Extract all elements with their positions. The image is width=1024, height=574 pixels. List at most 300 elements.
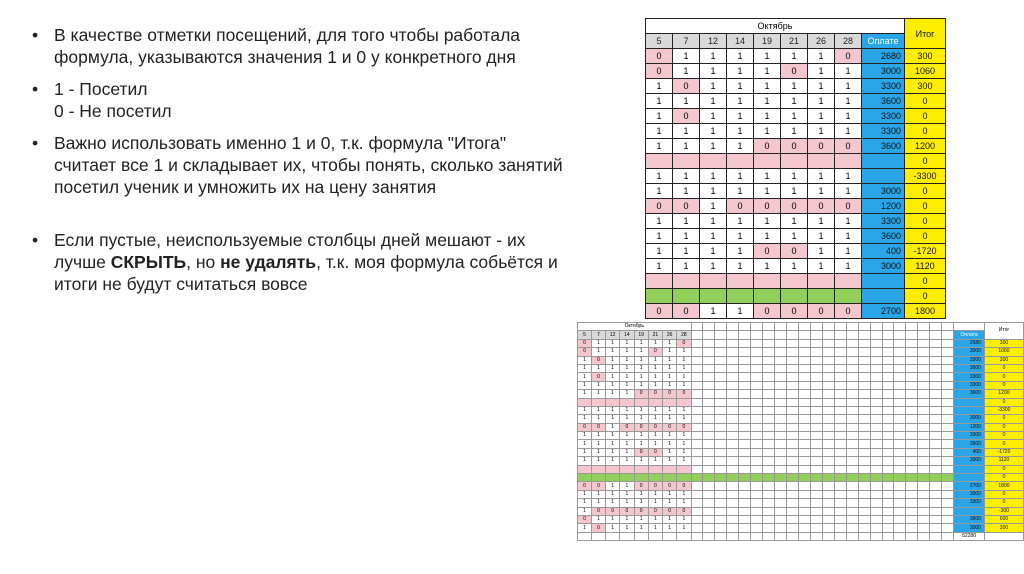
attendance-cell — [835, 289, 862, 304]
small-attendance-cell: 0 — [578, 339, 592, 347]
empty-cell — [763, 465, 775, 473]
empty-cell — [739, 432, 751, 440]
empty-cell — [906, 331, 918, 339]
small-attendance-cell: 1 — [592, 515, 606, 523]
empty-cell — [810, 398, 822, 406]
empty-cell — [787, 423, 799, 431]
empty-cell — [918, 331, 930, 339]
empty-cell — [727, 364, 739, 372]
empty-cell — [751, 356, 763, 364]
small-payment-cell: 3000 — [954, 524, 985, 532]
bullet-3 — [24, 132, 624, 198]
small-attendance-cell: 1 — [606, 339, 620, 347]
empty-cell — [858, 532, 870, 540]
empty-cell — [798, 507, 810, 515]
empty-cell — [882, 457, 894, 465]
small-attendance-cell: 1 — [578, 524, 592, 532]
empty-cell — [918, 448, 930, 456]
empty-cell — [810, 507, 822, 515]
empty-cell — [870, 440, 882, 448]
empty-cell — [870, 348, 882, 356]
payment-cell: 3000 — [862, 64, 905, 79]
small-attendance-cell: 1 — [592, 364, 606, 372]
empty-cell — [727, 381, 739, 389]
small-attendance-cell: 1 — [663, 415, 677, 423]
student-row — [646, 49, 946, 64]
empty-cell — [930, 381, 942, 389]
bullet-4-hide-word: СКРЫТЬ — [110, 252, 187, 272]
empty-cell — [906, 390, 918, 398]
empty-cell — [822, 390, 834, 398]
empty-cell — [620, 532, 634, 540]
empty-cell — [894, 532, 906, 540]
attendance-cell: 1 — [781, 124, 808, 139]
student-row — [646, 259, 946, 274]
empty-cell — [846, 323, 858, 331]
small-attendance-cell: 1 — [677, 490, 691, 498]
empty-cell — [870, 507, 882, 515]
empty-cell — [787, 381, 799, 389]
empty-cell — [882, 381, 894, 389]
empty-cell — [930, 390, 942, 398]
small-attendance-cell: 0 — [578, 482, 592, 490]
attendance-cell: 1 — [673, 64, 700, 79]
empty-cell — [763, 457, 775, 465]
empty-cell — [798, 348, 810, 356]
empty-cell — [787, 339, 799, 347]
empty-cell — [775, 524, 787, 532]
empty-cell — [751, 474, 763, 482]
empty-cell — [906, 474, 918, 482]
empty-cell — [834, 440, 846, 448]
empty-cell — [942, 457, 954, 465]
empty-cell — [882, 406, 894, 414]
empty-cell — [846, 381, 858, 389]
small-student-row — [578, 423, 1024, 431]
small-total-cell: 0 — [984, 432, 1023, 440]
empty-cell — [763, 490, 775, 498]
small-attendance-cell: 1 — [663, 457, 677, 465]
small-attendance-cell: 1 — [606, 457, 620, 465]
empty-cell — [739, 457, 751, 465]
empty-cell — [858, 323, 870, 331]
empty-cell — [798, 323, 810, 331]
attendance-cell: 1 — [754, 109, 781, 124]
empty-cell — [870, 415, 882, 423]
empty-cell — [739, 323, 751, 331]
empty-cell — [691, 390, 703, 398]
empty-cell — [906, 448, 918, 456]
empty-cell — [858, 406, 870, 414]
attendance-cell: 1 — [727, 109, 754, 124]
small-attendance-cell: 1 — [677, 406, 691, 414]
empty-cell — [918, 507, 930, 515]
empty-cell — [787, 499, 799, 507]
small-attendance-cell: 1 — [578, 490, 592, 498]
small-attendance-cell: 1 — [578, 415, 592, 423]
empty-cell — [810, 339, 822, 347]
small-attendance-cell: 1 — [606, 348, 620, 356]
small-attendance-cell: 1 — [648, 440, 662, 448]
empty-cell — [858, 356, 870, 364]
day-header: 26 — [808, 34, 835, 49]
total-cell: -3300 — [905, 169, 946, 184]
empty-cell — [775, 515, 787, 523]
small-day-header: 28 — [677, 331, 691, 339]
empty-cell — [942, 373, 954, 381]
empty-cell — [775, 482, 787, 490]
empty-cell — [822, 474, 834, 482]
empty-cell — [775, 415, 787, 423]
attendance-cell: 0 — [835, 49, 862, 64]
empty-cell — [918, 323, 930, 331]
empty-cell — [775, 390, 787, 398]
empty-cell — [691, 474, 703, 482]
empty-cell — [930, 490, 942, 498]
small-total-header: Итог — [984, 323, 1023, 340]
empty-cell — [894, 524, 906, 532]
empty-cell — [727, 348, 739, 356]
small-attendance-cell: 1 — [648, 415, 662, 423]
small-attendance-cell: 0 — [620, 507, 634, 515]
attendance-cell: 1 — [835, 109, 862, 124]
empty-cell — [894, 356, 906, 364]
small-attendance-cell: 1 — [663, 432, 677, 440]
attendance-cell: 1 — [835, 79, 862, 94]
empty-cell — [810, 532, 822, 540]
empty-cell — [834, 406, 846, 414]
empty-cell — [787, 524, 799, 532]
attendance-cell: 0 — [808, 304, 835, 319]
small-payment-cell: 3600 — [954, 364, 985, 372]
small-attendance-cell: 1 — [634, 381, 648, 389]
attendance-cell — [673, 154, 700, 169]
attendance-cell: 1 — [835, 244, 862, 259]
attendance-cell: 1 — [646, 79, 673, 94]
small-attendance-cell: 1 — [592, 381, 606, 389]
empty-cell — [846, 423, 858, 431]
empty-cell — [739, 465, 751, 473]
small-payment-cell: 3300 — [954, 381, 985, 389]
payment-cell: 1200 — [862, 199, 905, 214]
small-attendance-cell: 1 — [606, 356, 620, 364]
attendance-cell: 0 — [781, 304, 808, 319]
empty-cell — [870, 532, 882, 540]
attendance-cell: 1 — [646, 184, 673, 199]
small-attendance-cell: 0 — [592, 524, 606, 532]
small-attendance-cell — [663, 474, 677, 482]
empty-cell — [942, 406, 954, 414]
attendance-cell: 1 — [673, 139, 700, 154]
attendance-cell: 1 — [781, 94, 808, 109]
empty-cell — [703, 381, 715, 389]
attendance-cell — [673, 289, 700, 304]
empty-cell — [715, 415, 727, 423]
empty-cell — [918, 381, 930, 389]
empty-cell — [918, 524, 930, 532]
small-attendance-cell: 1 — [578, 499, 592, 507]
empty-cell — [930, 465, 942, 473]
empty-cell — [942, 339, 954, 347]
empty-cell — [763, 323, 775, 331]
attendance-cell: 1 — [781, 79, 808, 94]
small-payment-cell — [954, 507, 985, 515]
empty-cell — [787, 323, 799, 331]
empty-cell — [715, 323, 727, 331]
empty-cell — [846, 415, 858, 423]
empty-cell — [834, 348, 846, 356]
empty-cell — [727, 398, 739, 406]
empty-cell — [691, 490, 703, 498]
empty-cell — [930, 339, 942, 347]
empty-cell — [930, 474, 942, 482]
empty-cell — [751, 482, 763, 490]
small-attendance-cell: 1 — [606, 448, 620, 456]
empty-cell — [846, 499, 858, 507]
empty-cell — [930, 457, 942, 465]
small-attendance-cell: 0 — [648, 423, 662, 431]
empty-cell — [691, 482, 703, 490]
empty-cell — [691, 524, 703, 532]
empty-cell — [834, 432, 846, 440]
empty-cell — [822, 339, 834, 347]
small-attendance-cell: 1 — [606, 415, 620, 423]
empty-cell — [906, 398, 918, 406]
empty-cell — [858, 465, 870, 473]
empty-cell — [846, 457, 858, 465]
student-row — [646, 184, 946, 199]
empty-cell — [763, 398, 775, 406]
empty-cell — [775, 323, 787, 331]
small-attendance-cell: 1 — [634, 440, 648, 448]
empty-cell — [882, 515, 894, 523]
small-attendance-cell: 1 — [677, 448, 691, 456]
empty-cell — [763, 448, 775, 456]
empty-cell — [751, 381, 763, 389]
small-month-header: Октябрь — [578, 323, 692, 331]
small-attendance-cell: 1 — [677, 524, 691, 532]
attendance-cell — [700, 274, 727, 289]
attendance-table-large — [645, 18, 946, 319]
empty-cell — [846, 515, 858, 523]
attendance-cell: 1 — [835, 184, 862, 199]
small-student-row — [578, 356, 1024, 364]
empty-cell — [822, 432, 834, 440]
empty-cell — [763, 482, 775, 490]
attendance-cell: 1 — [727, 64, 754, 79]
student-row — [646, 154, 946, 169]
empty-cell — [739, 423, 751, 431]
small-payment-cell: 3600 — [954, 515, 985, 523]
small-attendance-cell: 1 — [648, 457, 662, 465]
small-attendance-cell: 0 — [634, 423, 648, 431]
empty-cell — [942, 515, 954, 523]
small-attendance-cell: 1 — [620, 348, 634, 356]
empty-cell — [870, 381, 882, 389]
empty-cell — [858, 423, 870, 431]
empty-cell — [763, 432, 775, 440]
empty-cell — [798, 499, 810, 507]
payment-cell — [862, 154, 905, 169]
small-total-cell: 0 — [984, 381, 1023, 389]
empty-cell — [810, 348, 822, 356]
attendance-cell: 0 — [808, 139, 835, 154]
empty-cell — [894, 515, 906, 523]
student-row — [646, 64, 946, 79]
empty-cell — [787, 507, 799, 515]
empty-cell — [834, 381, 846, 389]
attendance-cell — [727, 154, 754, 169]
empty-cell — [834, 532, 846, 540]
small-attendance-cell: 1 — [634, 457, 648, 465]
empty-cell — [906, 348, 918, 356]
student-row — [646, 244, 946, 259]
empty-cell — [858, 348, 870, 356]
total-cell: 300 — [905, 79, 946, 94]
empty-cell — [882, 364, 894, 372]
empty-cell — [858, 499, 870, 507]
empty-cell — [822, 415, 834, 423]
bullet-4-text-e: , т.к. моя формула собьётся и — [316, 252, 558, 272]
small-payment-cell — [954, 465, 985, 473]
total-cell: 0 — [905, 199, 946, 214]
small-attendance-cell: 1 — [677, 440, 691, 448]
empty-cell — [906, 532, 918, 540]
empty-cell — [906, 490, 918, 498]
empty-cell — [918, 364, 930, 372]
empty-cell — [775, 364, 787, 372]
empty-cell — [715, 515, 727, 523]
empty-cell — [787, 364, 799, 372]
empty-cell — [739, 499, 751, 507]
empty-cell — [930, 423, 942, 431]
empty-cell — [727, 474, 739, 482]
attendance-cell: 0 — [754, 244, 781, 259]
empty-cell — [739, 415, 751, 423]
small-attendance-cell: 1 — [634, 524, 648, 532]
empty-cell — [634, 532, 648, 540]
attendance-cell: 1 — [646, 214, 673, 229]
small-attendance-cell: 1 — [592, 348, 606, 356]
payment-cell: 400 — [862, 244, 905, 259]
empty-cell — [906, 465, 918, 473]
small-payment-cell: 3000 — [954, 415, 985, 423]
small-attendance-cell: 0 — [592, 373, 606, 381]
empty-cell — [739, 515, 751, 523]
empty-cell — [715, 474, 727, 482]
small-attendance-cell: 1 — [663, 356, 677, 364]
attendance-cell: 0 — [808, 199, 835, 214]
small-attendance-cell: 1 — [620, 499, 634, 507]
empty-cell — [763, 406, 775, 414]
small-attendance-cell: 1 — [620, 390, 634, 398]
empty-cell — [822, 323, 834, 331]
attendance-cell — [781, 154, 808, 169]
empty-cell — [751, 465, 763, 473]
empty-cell — [775, 398, 787, 406]
attendance-cell: 1 — [754, 229, 781, 244]
attendance-cell — [700, 154, 727, 169]
empty-cell — [787, 532, 799, 540]
empty-cell — [882, 432, 894, 440]
empty-cell — [930, 515, 942, 523]
bullet-1-line-2: формула, указываются значения 1 и 0 у конкретного дня — [54, 47, 516, 67]
empty-cell — [798, 339, 810, 347]
empty-cell — [810, 331, 822, 339]
attendance-cell: 1 — [727, 214, 754, 229]
small-attendance-cell: 0 — [634, 448, 648, 456]
small-attendance-cell — [648, 474, 662, 482]
empty-cell — [810, 432, 822, 440]
empty-cell — [930, 348, 942, 356]
empty-cell — [906, 423, 918, 431]
empty-cell — [918, 390, 930, 398]
empty-cell — [906, 524, 918, 532]
attendance-cell: 1 — [700, 49, 727, 64]
empty-cell — [810, 474, 822, 482]
small-attendance-cell: 1 — [606, 499, 620, 507]
empty-cell — [894, 331, 906, 339]
small-attendance-cell: 1 — [620, 515, 634, 523]
small-attendance-cell: 1 — [634, 490, 648, 498]
empty-cell — [727, 331, 739, 339]
attendance-cell: 1 — [673, 169, 700, 184]
small-attendance-cell: 1 — [578, 356, 592, 364]
small-attendance-cell: 1 — [620, 339, 634, 347]
payment-cell — [862, 169, 905, 184]
attendance-cell: 0 — [646, 64, 673, 79]
small-attendance-cell: 1 — [578, 390, 592, 398]
empty-cell — [763, 364, 775, 372]
empty-cell — [703, 331, 715, 339]
small-attendance-cell: 1 — [578, 440, 592, 448]
attendance-cell: 0 — [673, 199, 700, 214]
small-attendance-cell: 1 — [677, 356, 691, 364]
empty-cell — [727, 482, 739, 490]
empty-cell — [822, 448, 834, 456]
total-cell: 0 — [905, 289, 946, 304]
small-student-row — [578, 499, 1024, 507]
small-total-cell: 1800 — [984, 482, 1023, 490]
student-row — [646, 79, 946, 94]
small-attendance-cell: 1 — [648, 339, 662, 347]
empty-cell — [918, 398, 930, 406]
empty-cell — [918, 406, 930, 414]
total-cell: 0 — [905, 109, 946, 124]
empty-cell — [703, 415, 715, 423]
empty-cell — [703, 339, 715, 347]
empty-cell — [834, 339, 846, 347]
attendance-cell: 1 — [754, 124, 781, 139]
empty-cell — [715, 373, 727, 381]
empty-cell — [691, 440, 703, 448]
empty-cell — [822, 482, 834, 490]
empty-cell — [834, 524, 846, 532]
empty-cell — [751, 432, 763, 440]
empty-cell — [822, 524, 834, 532]
attendance-cell: 1 — [808, 244, 835, 259]
small-total-cell: 0 — [984, 373, 1023, 381]
empty-cell — [703, 490, 715, 498]
attendance-cell: 0 — [835, 139, 862, 154]
empty-cell — [691, 339, 703, 347]
empty-cell — [858, 415, 870, 423]
attendance-cell: 1 — [808, 49, 835, 64]
empty-cell — [715, 524, 727, 532]
small-attendance-cell: 1 — [634, 373, 648, 381]
small-student-row — [578, 482, 1024, 490]
empty-cell — [822, 457, 834, 465]
